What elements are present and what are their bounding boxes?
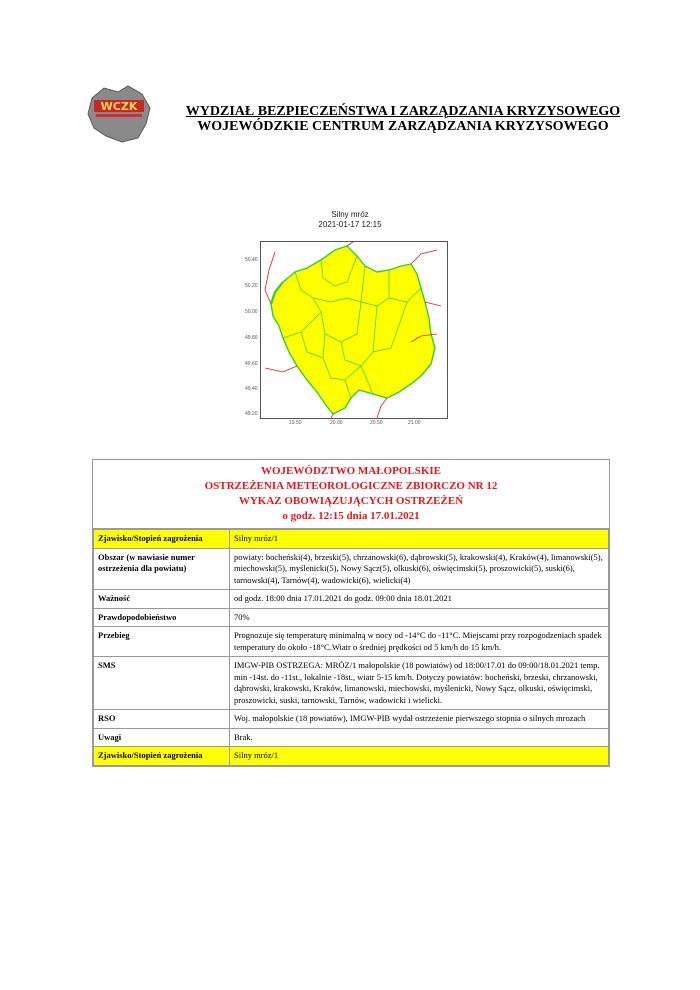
row-label: RSO — [94, 710, 230, 729]
row-label: Uwagi — [94, 728, 230, 747]
row-value: powiaty: bocheński(4), brzeski(5), chrzanowski(6), dąbrowski(5), krakowski(4), Kraków(4), limanowski(5), miechowski(5), myślenicki(5), Nowy Sącz(5), olkuski(6), oświęcimski(5), proszowicki(5), suski(6), tarnowski(4), Tarnów(4), wadowicki(6), wielicki(4) — [230, 548, 609, 590]
row-label: Zjawisko/Stopień zagrożenia — [94, 530, 230, 549]
row-value: Brak. — [230, 728, 609, 747]
x-tick-label: 19.50 — [289, 420, 302, 426]
document-header — [168, 104, 638, 134]
row-value: Silny mróz/1 — [230, 747, 609, 766]
table-row — [94, 608, 609, 627]
row-label: Ważność — [94, 590, 230, 609]
row-value: IMGW-PIB OSTRZEGA: MRÓZ/1 małopolskie (18 powiatów) od 18:00/17.01 do 09:00/18.01.2021 temp. min -14st. do -11st., lokalnie -18st., wiatr 5-15 km/h. Dotyczy powiatów: bocheński, brzeski, chrzanowski, dąbrowski, krakowski, Kraków, limanowski, miechowski, myślenicki, Nowy Sącz, olkuski, oświęcimski, proszowicki, suski, tarnowski, Tarnów, wadowicki i wielicki. — [230, 657, 609, 710]
row-value: od godz. 18:00 dnia 17.01.2021 do godz. 09:00 dnia 18.01.2021 — [230, 590, 609, 609]
y-tick-label: 49.40 — [245, 386, 258, 392]
row-value: Woj. małopolskie (18 powiatów), IMGW-PIB wydał ostrzeżenie pierwszego stopnia o silnych mrozach — [230, 710, 609, 729]
table-row — [94, 530, 609, 549]
x-tick-label: 21.00 — [408, 420, 421, 426]
department-name: WYDZIAŁ BEZPIECZEŃSTWA I ZARZĄDZANIA KRYZYSOWEGO — [185, 104, 621, 119]
y-tick-label: 50.20 — [245, 283, 258, 289]
row-label: Prawdopodobieństwo — [94, 608, 230, 627]
row-value: 70% — [230, 608, 609, 627]
warnings-grid — [93, 529, 609, 766]
table-title-line: OSTRZEŻENIA METEOROLOGICZNE ZBIORCZO NR 12 — [204, 480, 498, 492]
table-row — [94, 747, 609, 766]
table-row — [94, 548, 609, 590]
y-tick-label: 49.60 — [245, 361, 258, 367]
table-row — [94, 728, 609, 747]
malopolska-region — [271, 246, 435, 414]
y-tick-label: 50.40 — [245, 257, 258, 263]
table-row — [94, 590, 609, 609]
center-name: WOJEWÓDZKIE CENTRUM ZARZĄDZANIA KRYZYSOWEGO — [197, 119, 609, 134]
row-value: Silny mróz/1 — [230, 530, 609, 549]
x-tick-label: 20.00 — [330, 420, 343, 426]
map-title: Silny mróz — [331, 210, 369, 219]
logo-lettering: WCZK — [100, 100, 138, 113]
row-label: Zjawisko/Stopień zagrożenia — [94, 747, 230, 766]
table-title-line: WOJEWÓDZTWO MAŁOPOLSKIE — [261, 465, 441, 477]
table-row — [94, 657, 609, 710]
table-title-line: o godz. 12:15 dnia 17.01.2021 — [282, 510, 420, 522]
map-title-block — [250, 210, 450, 230]
table-title — [93, 460, 609, 529]
x-tick-label: 20.50 — [370, 420, 383, 426]
row-label: Przebieg — [94, 627, 230, 657]
row-label: SMS — [94, 657, 230, 710]
y-tick-label: 50.00 — [245, 309, 258, 315]
row-value: Prognozuje się temperaturę minimalną w nocy od -14°C do -11°C. Miejscami przy rozpogodzeniach spadek temperatury do około -18°C.Wiatr o średniej prędkości od 5 km/h do 15 km/h. — [230, 627, 609, 657]
warnings-table — [92, 459, 610, 767]
y-tick-label: 49.80 — [245, 335, 258, 341]
table-row — [94, 710, 609, 729]
map-datetime: 2021-01-17 12:15 — [318, 220, 382, 229]
y-tick-label: 49.20 — [245, 411, 258, 417]
wczk-logo — [84, 84, 156, 144]
table-row — [94, 627, 609, 657]
table-title-line: WYKAZ OBOWIĄZUJĄCYCH OSTRZEŻEŃ — [238, 495, 464, 507]
row-label: Obszar (w nawiasie numer ostrzeżenia dla powiatu) — [94, 548, 230, 590]
warning-map — [260, 241, 448, 419]
